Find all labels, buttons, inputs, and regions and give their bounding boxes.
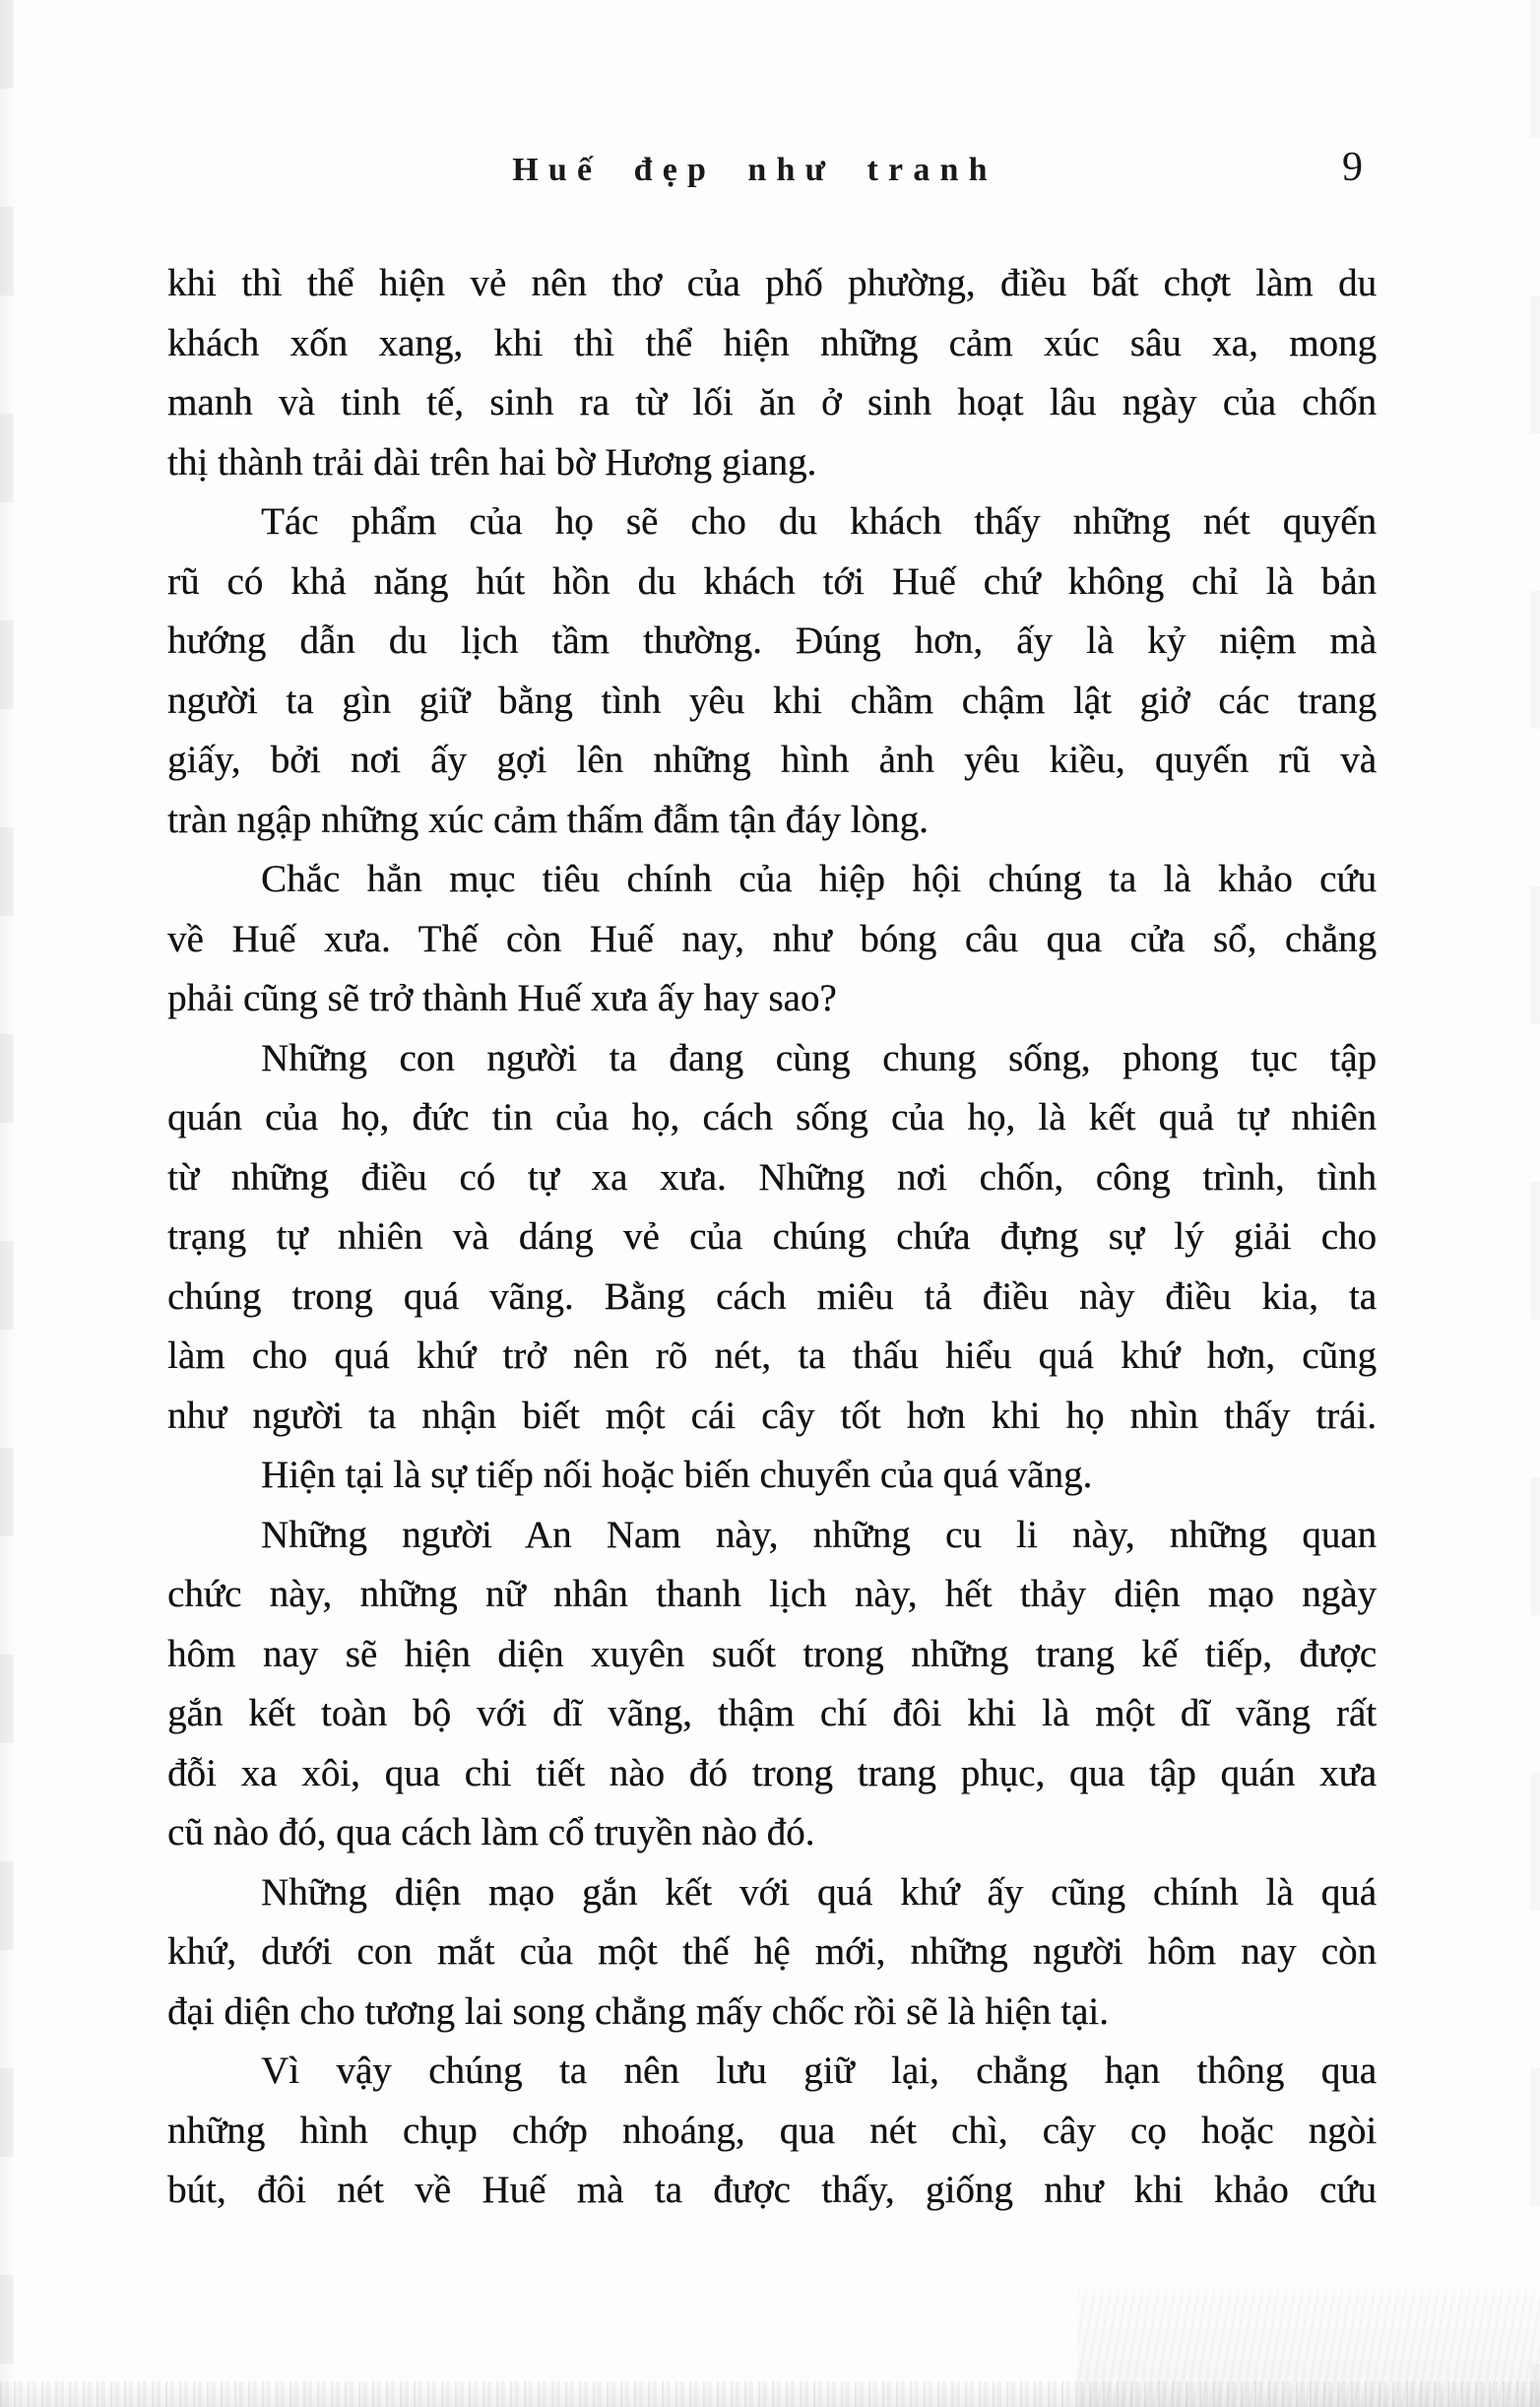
text-line: thị thành trải dài trên hai bờ Hương giang. bbox=[167, 440, 817, 484]
text-line: như người ta nhận biết một cái cây tốt hơn khi họ nhìn thấy trái. bbox=[167, 1394, 1377, 1437]
text-line: người ta gìn giữ bằng tình yêu khi chầm chậm lật giở các trang bbox=[167, 679, 1377, 722]
page-body bbox=[167, 254, 1377, 2221]
text-line: về Huế xưa. Thế còn Huế nay, như bóng câu qua cửa sổ, chẳng bbox=[167, 917, 1377, 960]
paragraph bbox=[167, 1446, 1377, 1506]
page-header bbox=[167, 144, 1377, 191]
text-line: khứ, dưới con mắt của một thế hệ mới, những người hôm nay còn bbox=[167, 1930, 1377, 1973]
text-line: trạng tự nhiên và dáng vẻ của chúng chứa đựng sự lý giải cho bbox=[167, 1215, 1377, 1258]
text-line: tràn ngập những xúc cảm thấm đẫm tận đáy lòng. bbox=[167, 798, 929, 841]
text-line: phải cũng sẽ trở thành Huế xưa ấy hay sao? bbox=[167, 977, 837, 1019]
text-line: Những người An Nam này, những cu li này, những quan bbox=[261, 1513, 1377, 1556]
text-line: manh và tinh tế, sinh ra từ lối ăn ở sinh hoạt lâu ngày của chốn bbox=[167, 381, 1377, 423]
text-line: đại diện cho tương lai song chẳng mấy chốc rồi sẽ là hiện tại. bbox=[167, 1989, 1109, 2033]
paragraph bbox=[167, 850, 1377, 1029]
text-line: từ những điều có tự xa xưa. Những nơi chốn, công trình, tình bbox=[167, 1155, 1377, 1199]
text-line: khách xốn xang, khi thì thể hiện những cảm xúc sâu xa, mong bbox=[167, 321, 1377, 364]
scan-artifact-bottom-right bbox=[1077, 2289, 1540, 2407]
text-line: gắn kết toàn bộ với dĩ vãng, thậm chí đôi khi là một dĩ vãng rất bbox=[167, 1692, 1377, 1734]
text-line: chức này, những nữ nhân thanh lịch này, hết thảy diện mạo ngày bbox=[167, 1573, 1377, 1615]
paragraph bbox=[167, 1029, 1377, 1447]
running-title: Huế đẹp như tranh bbox=[512, 152, 997, 188]
text-line: cũ nào đó, qua cách làm cổ truyền nào đó. bbox=[167, 1811, 815, 1854]
scan-artifact-right-edge bbox=[1530, 0, 1540, 2407]
paragraph bbox=[167, 254, 1377, 492]
page-number: 9 bbox=[1342, 145, 1363, 190]
paragraph bbox=[167, 1863, 1377, 2043]
paragraph bbox=[167, 2042, 1377, 2221]
text-line: Những diện mạo gắn kết với quá khứ ấy cũng chính là quá bbox=[261, 1870, 1377, 1914]
text-line: quán của họ, đức tin của họ, cách sống của họ, là kết quả tự nhiên bbox=[167, 1096, 1377, 1138]
paragraph bbox=[167, 492, 1377, 850]
paragraph bbox=[167, 1506, 1377, 1863]
text-line: Hiện tại là sự tiếp nối hoặc biến chuyển của quá vãng. bbox=[261, 1454, 1093, 1496]
scan-artifact-bottom-edge bbox=[0, 2381, 1540, 2407]
text-line: rũ có khả năng hút hồn du khách tới Huế chứ không chỉ là bản bbox=[167, 559, 1377, 603]
scan-artifact-left-edge bbox=[0, 0, 14, 2407]
text-line: hôm nay sẽ hiện diện xuyên suốt trong những trang kế tiếp, được bbox=[167, 1632, 1377, 1675]
text-line: Tác phẩm của họ sẽ cho du khách thấy những nét quyến bbox=[261, 500, 1377, 543]
text-line: Những con người ta đang cùng chung sống, phong tục tập bbox=[261, 1036, 1377, 1079]
text-line: khi thì thể hiện vẻ nên thơ của phố phường, điều bất chợt làm du bbox=[167, 262, 1377, 304]
text-line: đỗi xa xôi, qua chi tiết nào đó trong trang phục, qua tập quán xưa bbox=[167, 1751, 1377, 1794]
text-line: bút, đôi nét về Huế mà ta được thấy, giống như khi khảo cứu bbox=[167, 2169, 1377, 2211]
text-line: Chắc hẳn mục tiêu chính của hiệp hội chúng ta là khảo cứu bbox=[261, 858, 1377, 900]
text-line: hướng dẫn du lịch tầm thường. Đúng hơn, ấy là kỷ niệm mà bbox=[167, 619, 1377, 662]
text-line: làm cho quá khứ trở nên rõ nét, ta thấu hiểu quá khứ hơn, cũng bbox=[167, 1334, 1377, 1377]
text-line: chúng trong quá vãng. Bằng cách miêu tả điều này điều kia, ta bbox=[167, 1274, 1377, 1318]
text-line: Vì vậy chúng ta nên lưu giữ lại, chẳng hạn thông qua bbox=[261, 2049, 1377, 2092]
text-line: giấy, bởi nơi ấy gợi lên những hình ảnh yêu kiều, quyến rũ và bbox=[167, 739, 1377, 781]
text-line: những hình chụp chớp nhoáng, qua nét chì, cây cọ hoặc ngòi bbox=[167, 2109, 1377, 2152]
